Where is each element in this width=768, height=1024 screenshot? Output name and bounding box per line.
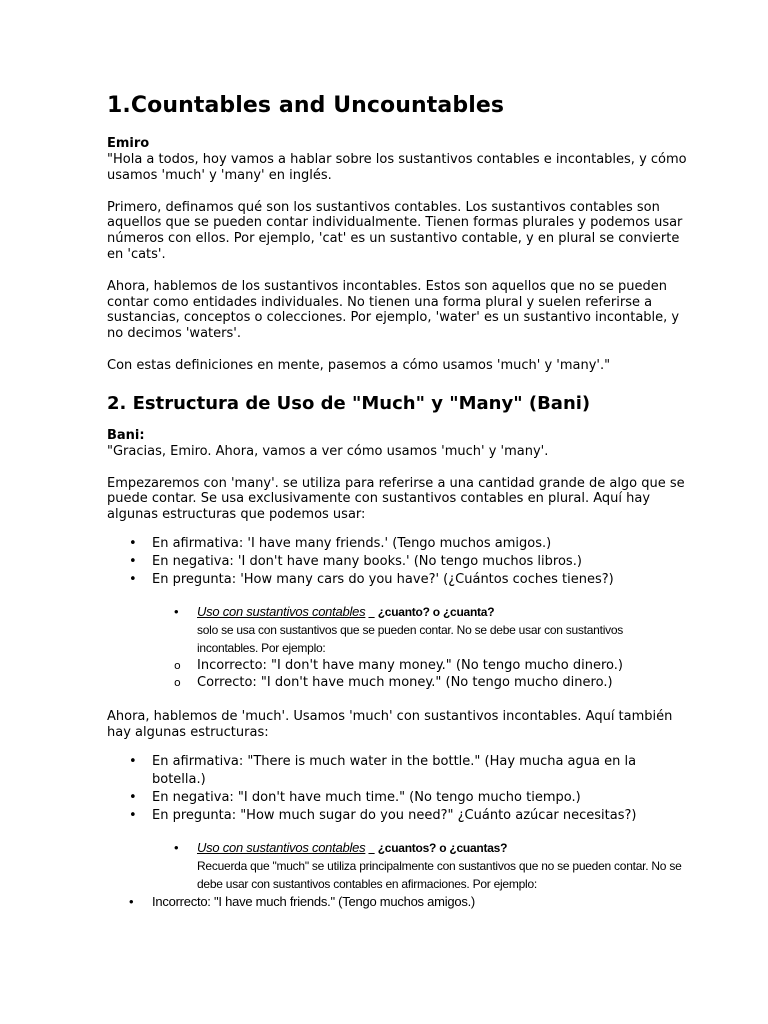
list-item: • En negativa: 'I don't have many books.' (No tengo muchos libros.): [107, 553, 687, 571]
bullet-icon: •: [174, 839, 179, 855]
note-question: ¿cuantos? o ¿cuantas?: [377, 840, 508, 855]
paragraph: "Gracias, Emiro. Ahora, vamos a ver cómo usamos 'much' y 'many'.: [107, 443, 549, 459]
many-usage-note: [174, 603, 687, 691]
incorrect-example-list: [107, 893, 687, 911]
paragraph: Empezaremos con 'many'. se utiliza para referirse a una cantidad grande de algo que se puede contar. Se usa exclusivamente con sustantivos contables en plural. Aquí hay algunas estructuras que podemos usar:: [107, 475, 685, 523]
section-1-title: 1.Countables and Uncountables: [107, 93, 505, 118]
much-structure-list: [107, 753, 687, 825]
note-text: Recuerda que "much" se utiliza principalmente con sustantivos que no se pueden contar. No se debe usar con sustantivos contables en afirmaciones. Por ejemplo:: [197, 858, 682, 891]
example-item: o Incorrecto: "I don't have many money." (No tengo mucho dinero.): [174, 657, 687, 674]
example-list: [174, 657, 687, 691]
paragraph: Con estas definiciones en mente, pasemos a cómo usamos 'much' y 'many'.": [107, 357, 611, 373]
list-item: • En pregunta: 'How many cars do you have?' (¿Cuántos coches tienes?): [107, 571, 687, 589]
list-item: • En negativa: "I don't have much time." (No tengo mucho tiempo.): [107, 789, 687, 807]
bullet-icon: •: [174, 603, 179, 619]
paragraph: Ahora, hablemos de los sustantivos incontables. Estos son aquellos que no se pueden contar como entidades individuales. No tienen una forma plural y suelen referirse a sustancias, conceptos o colecciones. Por ejemplo, 'water' es un sustantivo incontable, y no decimos 'waters'.: [107, 278, 680, 342]
many-structure-list: [107, 535, 687, 589]
note-question: ¿cuanto? o ¿cuanta?: [377, 604, 495, 619]
list-item: • Incorrecto: "I have much friends." (Tengo muchos amigos.): [107, 893, 687, 911]
section-2-title: 2. Estructura de Uso de "Much" y "Many" (Bani): [107, 392, 591, 414]
document-body: [107, 92, 687, 911]
paragraph: Primero, definamos qué son los sustantivos contables. Los sustantivos contables son aquellos que se pueden contar individualmente. Tienen formas plurales y podemos usar números con ellos. Por ejemplo, 'cat' es un sustantivo contable, y en plural se convierte en 'cats'.: [107, 199, 683, 262]
speaker-emiro: Emiro: [107, 136, 150, 151]
note-heading: Uso con sustantivos contables: [197, 839, 366, 855]
list-item: • En afirmativa: "There is much water in the bottle." (Hay mucha agua en la botella.): [107, 753, 687, 789]
paragraph: Ahora, hablemos de 'much'. Usamos 'much' con sustantivos incontables. Aquí también hay algunas estructuras:: [107, 708, 673, 740]
list-item: • En pregunta: "How much sugar do you need?" ¿Cuánto azúcar necesitas?): [107, 807, 687, 825]
example-item: o Correcto: "I don't have much money." (No tengo mucho dinero.): [174, 674, 687, 691]
note-heading: Uso con sustantivos contables: [197, 603, 366, 619]
paragraph: "Hola a todos, hoy vamos a hablar sobre los sustantivos contables e incontables, y cómo usamos 'much' y 'many' en inglés.: [107, 152, 687, 183]
note-text: solo se usa con sustantivos que se pueden contar. No se debe usar con sustantivos incontables. Por ejemplo:: [197, 622, 624, 655]
speaker-bani: Bani:: [107, 427, 145, 443]
much-usage-note: [174, 839, 687, 893]
list-item: • En afirmativa: 'I have many friends.' (Tengo muchos amigos.): [107, 535, 687, 553]
